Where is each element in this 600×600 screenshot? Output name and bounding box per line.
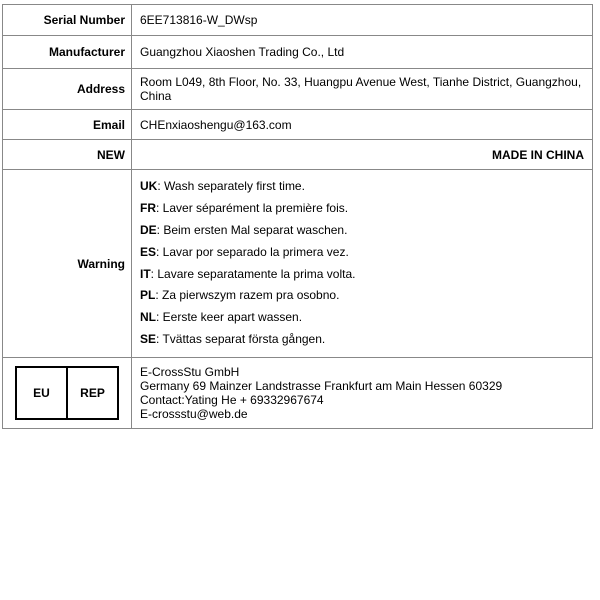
- manufacturer-row: [3, 36, 593, 69]
- warning-code: DE: [140, 222, 157, 237]
- warning-code: ES: [140, 244, 157, 259]
- warning-text: : Wash separately first time.: [157, 179, 305, 194]
- warning-text: : Laver séparément la première fois.: [156, 201, 349, 216]
- warning-code: PL: [140, 288, 156, 303]
- warning-line-se: [140, 329, 584, 351]
- manufacturer-value: Guangzhou Xiaoshen Trading Co., Ltd: [132, 36, 593, 69]
- warning-code: FR: [140, 201, 156, 216]
- serial-key: Serial Number: [3, 5, 132, 36]
- warning-code: NL: [140, 310, 156, 325]
- warning-text: : Eerste keer apart wassen.: [156, 310, 303, 325]
- warning-list: [140, 174, 584, 352]
- eu-rep-contact: Contact:Yating He + 69332967674: [140, 393, 324, 407]
- warning-key: Warning: [3, 170, 132, 358]
- warning-line-es: [140, 242, 584, 264]
- new-key: NEW: [3, 140, 132, 170]
- origin-value: MADE IN CHINA: [132, 140, 593, 170]
- eu-rep-row: [3, 358, 593, 429]
- eu-rep-address: Germany 69 Mainzer Landstrasse Frankfurt am Main Hessen 60329: [140, 379, 503, 393]
- serial-row: [3, 5, 593, 36]
- email-row: [3, 110, 593, 140]
- eu-rep-company: E-CrossStu GmbH: [140, 365, 240, 379]
- serial-value: 6EE713816-W_DWsp: [132, 5, 593, 36]
- warning-code: SE: [140, 331, 157, 346]
- warning-text: : Tvättas separat första gången.: [156, 331, 326, 346]
- address-key: Address: [3, 69, 132, 110]
- warning-value: [132, 170, 593, 358]
- eu-rep-email: E-crossstu@web.de: [140, 407, 248, 421]
- product-label-table: [2, 4, 593, 429]
- warning-text: : Lavare separatamente la prima volta.: [150, 266, 356, 281]
- warning-line-uk: [140, 176, 584, 198]
- warning-line-pl: [140, 285, 584, 307]
- address-value: Room L049, 8th Floor, No. 33, Huangpu Avenue West, Tianhe District, Guangzhou, China: [132, 69, 593, 110]
- warning-line-nl: [140, 307, 584, 329]
- warning-text: : Za pierwszym razem pra osobno.: [155, 288, 340, 303]
- eu-rep-badge-left: EU: [33, 386, 50, 400]
- warning-row: [3, 170, 593, 358]
- warning-text: : Beim ersten Mal separat waschen.: [156, 222, 348, 237]
- manufacturer-key: Manufacturer: [3, 36, 132, 69]
- warning-line-fr: [140, 198, 584, 220]
- email-value: CHEnxiaoshengu@163.com: [132, 110, 593, 140]
- warning-text: : Lavar por separado la primera vez.: [156, 244, 349, 259]
- warning-code: IT: [140, 266, 151, 281]
- warning-line-it: [140, 264, 584, 286]
- eu-rep-badge-cell: [3, 358, 132, 429]
- warning-line-de: [140, 220, 584, 242]
- new-row: [3, 140, 593, 170]
- eu-rep-details: [132, 358, 593, 429]
- email-key: Email: [3, 110, 132, 140]
- eu-rep-badge: [15, 366, 119, 420]
- warning-code: UK: [140, 179, 158, 194]
- eu-rep-badge-right: REP: [66, 368, 117, 418]
- address-row: [3, 69, 593, 110]
